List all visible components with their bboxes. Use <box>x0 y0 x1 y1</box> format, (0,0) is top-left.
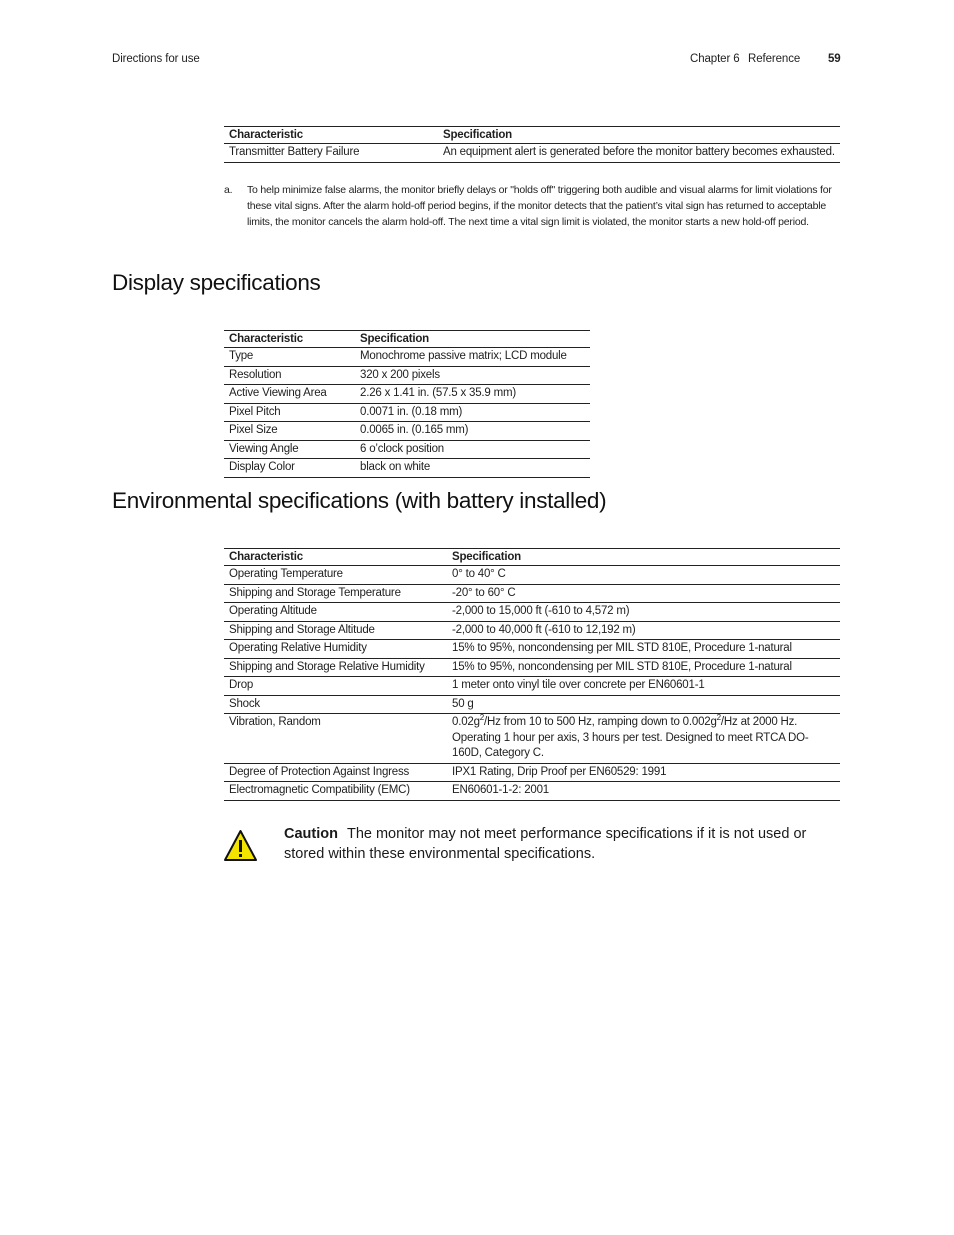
table-header-row <box>224 127 840 144</box>
table-cell-characteristic: Electromagnetic Compatibility (EMC) <box>224 782 447 801</box>
table-cell-characteristic: Pixel Pitch <box>224 403 355 422</box>
footnote-text: To help minimize false alarms, the monitor briefly delays or "holds off" triggering both audible and visual alarms for limit violations for these vital signs. After the alarm hold-off period begins, if the monitor detects that the patient’s vital sign has returned to acceptable limits, the monitor cancels the alarm hold-off. The next time a vital sign limit is violated, the monitor starts a new hold-off period. <box>247 184 832 228</box>
table-row <box>224 621 840 640</box>
table-cell-characteristic: Type <box>224 348 355 367</box>
table-footnote <box>224 183 840 249</box>
table-cell-specification-vibration <box>447 714 840 764</box>
table-row <box>224 782 840 801</box>
warning-triangle-icon <box>223 829 258 862</box>
table-cell-characteristic: Pixel Size <box>224 422 355 441</box>
table-cell-characteristic: Display Color <box>224 459 355 478</box>
vibration-spec-part1: 0.02g <box>452 716 480 728</box>
table-row <box>224 459 590 478</box>
table-row <box>224 603 840 622</box>
table-cell-characteristic: Operating Altitude <box>224 603 447 622</box>
footnote-mark: a. <box>224 184 233 196</box>
table-row <box>224 677 840 696</box>
vibration-spec-part3: /Hz at 2000 Hz. Operating 1 hour per axis, 3 hours per test. Designed to meet RTCA DO-160D, Category C. <box>452 716 809 759</box>
section-title-display: Display specifications <box>112 270 321 295</box>
table-cell-specification: EN60601-1-2: 2001 <box>447 782 840 801</box>
table-cell-characteristic: Degree of Protection Against Ingress <box>224 763 447 782</box>
page-number: 59 <box>828 53 841 65</box>
table-row <box>224 144 840 163</box>
running-header-left: Directions for use <box>112 53 200 65</box>
display-spec-table <box>224 330 590 478</box>
table-cell-specification: An equipment alert is generated before the monitor battery becomes exhausted. <box>438 144 840 163</box>
table-row <box>224 658 840 677</box>
table-cell-specification: 15% to 95%, noncondensing per MIL STD 810E, Procedure 1-natural <box>447 640 840 659</box>
table-row <box>224 640 840 659</box>
running-header-section: Reference <box>748 53 801 65</box>
table-cell-specification: Monochrome passive matrix; LCD module <box>355 348 590 367</box>
table-row <box>224 584 840 603</box>
table-cell-characteristic: Resolution <box>224 366 355 385</box>
vibration-spec-part2: /Hz from 10 to 500 Hz, ramping down to 0.002g <box>484 716 717 728</box>
table-cell-specification: 15% to 95%, noncondensing per MIL STD 810E, Procedure 1-natural <box>447 658 840 677</box>
column-header-specification: Specification <box>438 127 840 144</box>
column-header-characteristic: Characteristic <box>224 549 447 566</box>
table-row <box>224 403 590 422</box>
table-cell-characteristic: Operating Relative Humidity <box>224 640 447 659</box>
vibration-spec-sup2: 2 <box>716 713 721 723</box>
column-header-characteristic: Characteristic <box>224 127 438 144</box>
table-header-row <box>224 549 840 566</box>
table-cell-characteristic: Shock <box>224 695 447 714</box>
caution-label: Caution <box>284 826 338 842</box>
table-cell-specification: -20° to 60° C <box>447 584 840 603</box>
section-title-environmental: Environmental specifications (with battery installed) <box>112 488 607 513</box>
environmental-spec-table <box>224 548 840 801</box>
table-cell-characteristic: Shipping and Storage Temperature <box>224 584 447 603</box>
vibration-spec-sup1: 2 <box>479 713 485 723</box>
caution-text: The monitor may not meet performance specifications if it is not used or stored within these environmental specifications. <box>284 826 807 862</box>
table-cell-specification: IPX1 Rating, Drip Proof per EN60529: 1991 <box>447 763 840 782</box>
table-cell-characteristic: Drop <box>224 677 447 696</box>
table-cell-characteristic: Viewing Angle <box>224 440 355 459</box>
table-cell-characteristic: Shipping and Storage Relative Humidity <box>224 658 447 677</box>
table-cell-specification: black on white <box>355 459 590 478</box>
table-cell-specification: -2,000 to 40,000 ft (-610 to 12,192 m) <box>447 621 840 640</box>
table-cell-specification: 1 meter onto vinyl tile over concrete per EN60601-1 <box>447 677 840 696</box>
table-cell-specification: -2,000 to 15,000 ft (-610 to 4,572 m) <box>447 603 840 622</box>
table-row <box>224 348 590 367</box>
table-row <box>224 422 590 441</box>
column-header-specification: Specification <box>447 549 840 566</box>
table-cell-specification: 320 x 200 pixels <box>355 366 590 385</box>
table-cell-specification: 0° to 40° C <box>447 566 840 585</box>
table-cell-characteristic: Shipping and Storage Altitude <box>224 621 447 640</box>
table-row <box>224 366 590 385</box>
table-row <box>224 763 840 782</box>
table-cell-specification: 0.0071 in. (0.18 mm) <box>355 403 590 422</box>
running-header-chapter: Chapter 6 <box>690 53 740 65</box>
table-cell-characteristic: Vibration, Random <box>224 714 447 764</box>
alarm-spec-table <box>224 126 840 163</box>
table-cell-specification: 50 g <box>447 695 840 714</box>
table-cell-characteristic: Operating Temperature <box>224 566 447 585</box>
table-cell-specification: 6 o’clock position <box>355 440 590 459</box>
table-row <box>224 566 840 585</box>
caution-note <box>284 824 844 864</box>
table-cell-characteristic: Transmitter Battery Failure <box>224 144 438 163</box>
table-row <box>224 695 840 714</box>
table-row <box>224 385 590 404</box>
column-header-specification: Specification <box>355 331 590 348</box>
table-header-row <box>224 331 590 348</box>
table-cell-characteristic: Active Viewing Area <box>224 385 355 404</box>
table-row <box>224 440 590 459</box>
table-cell-specification: 0.0065 in. (0.165 mm) <box>355 422 590 441</box>
table-cell-specification: 2.26 x 1.41 in. (57.5 x 35.9 mm) <box>355 385 590 404</box>
column-header-characteristic: Characteristic <box>224 331 355 348</box>
table-row <box>224 714 840 764</box>
